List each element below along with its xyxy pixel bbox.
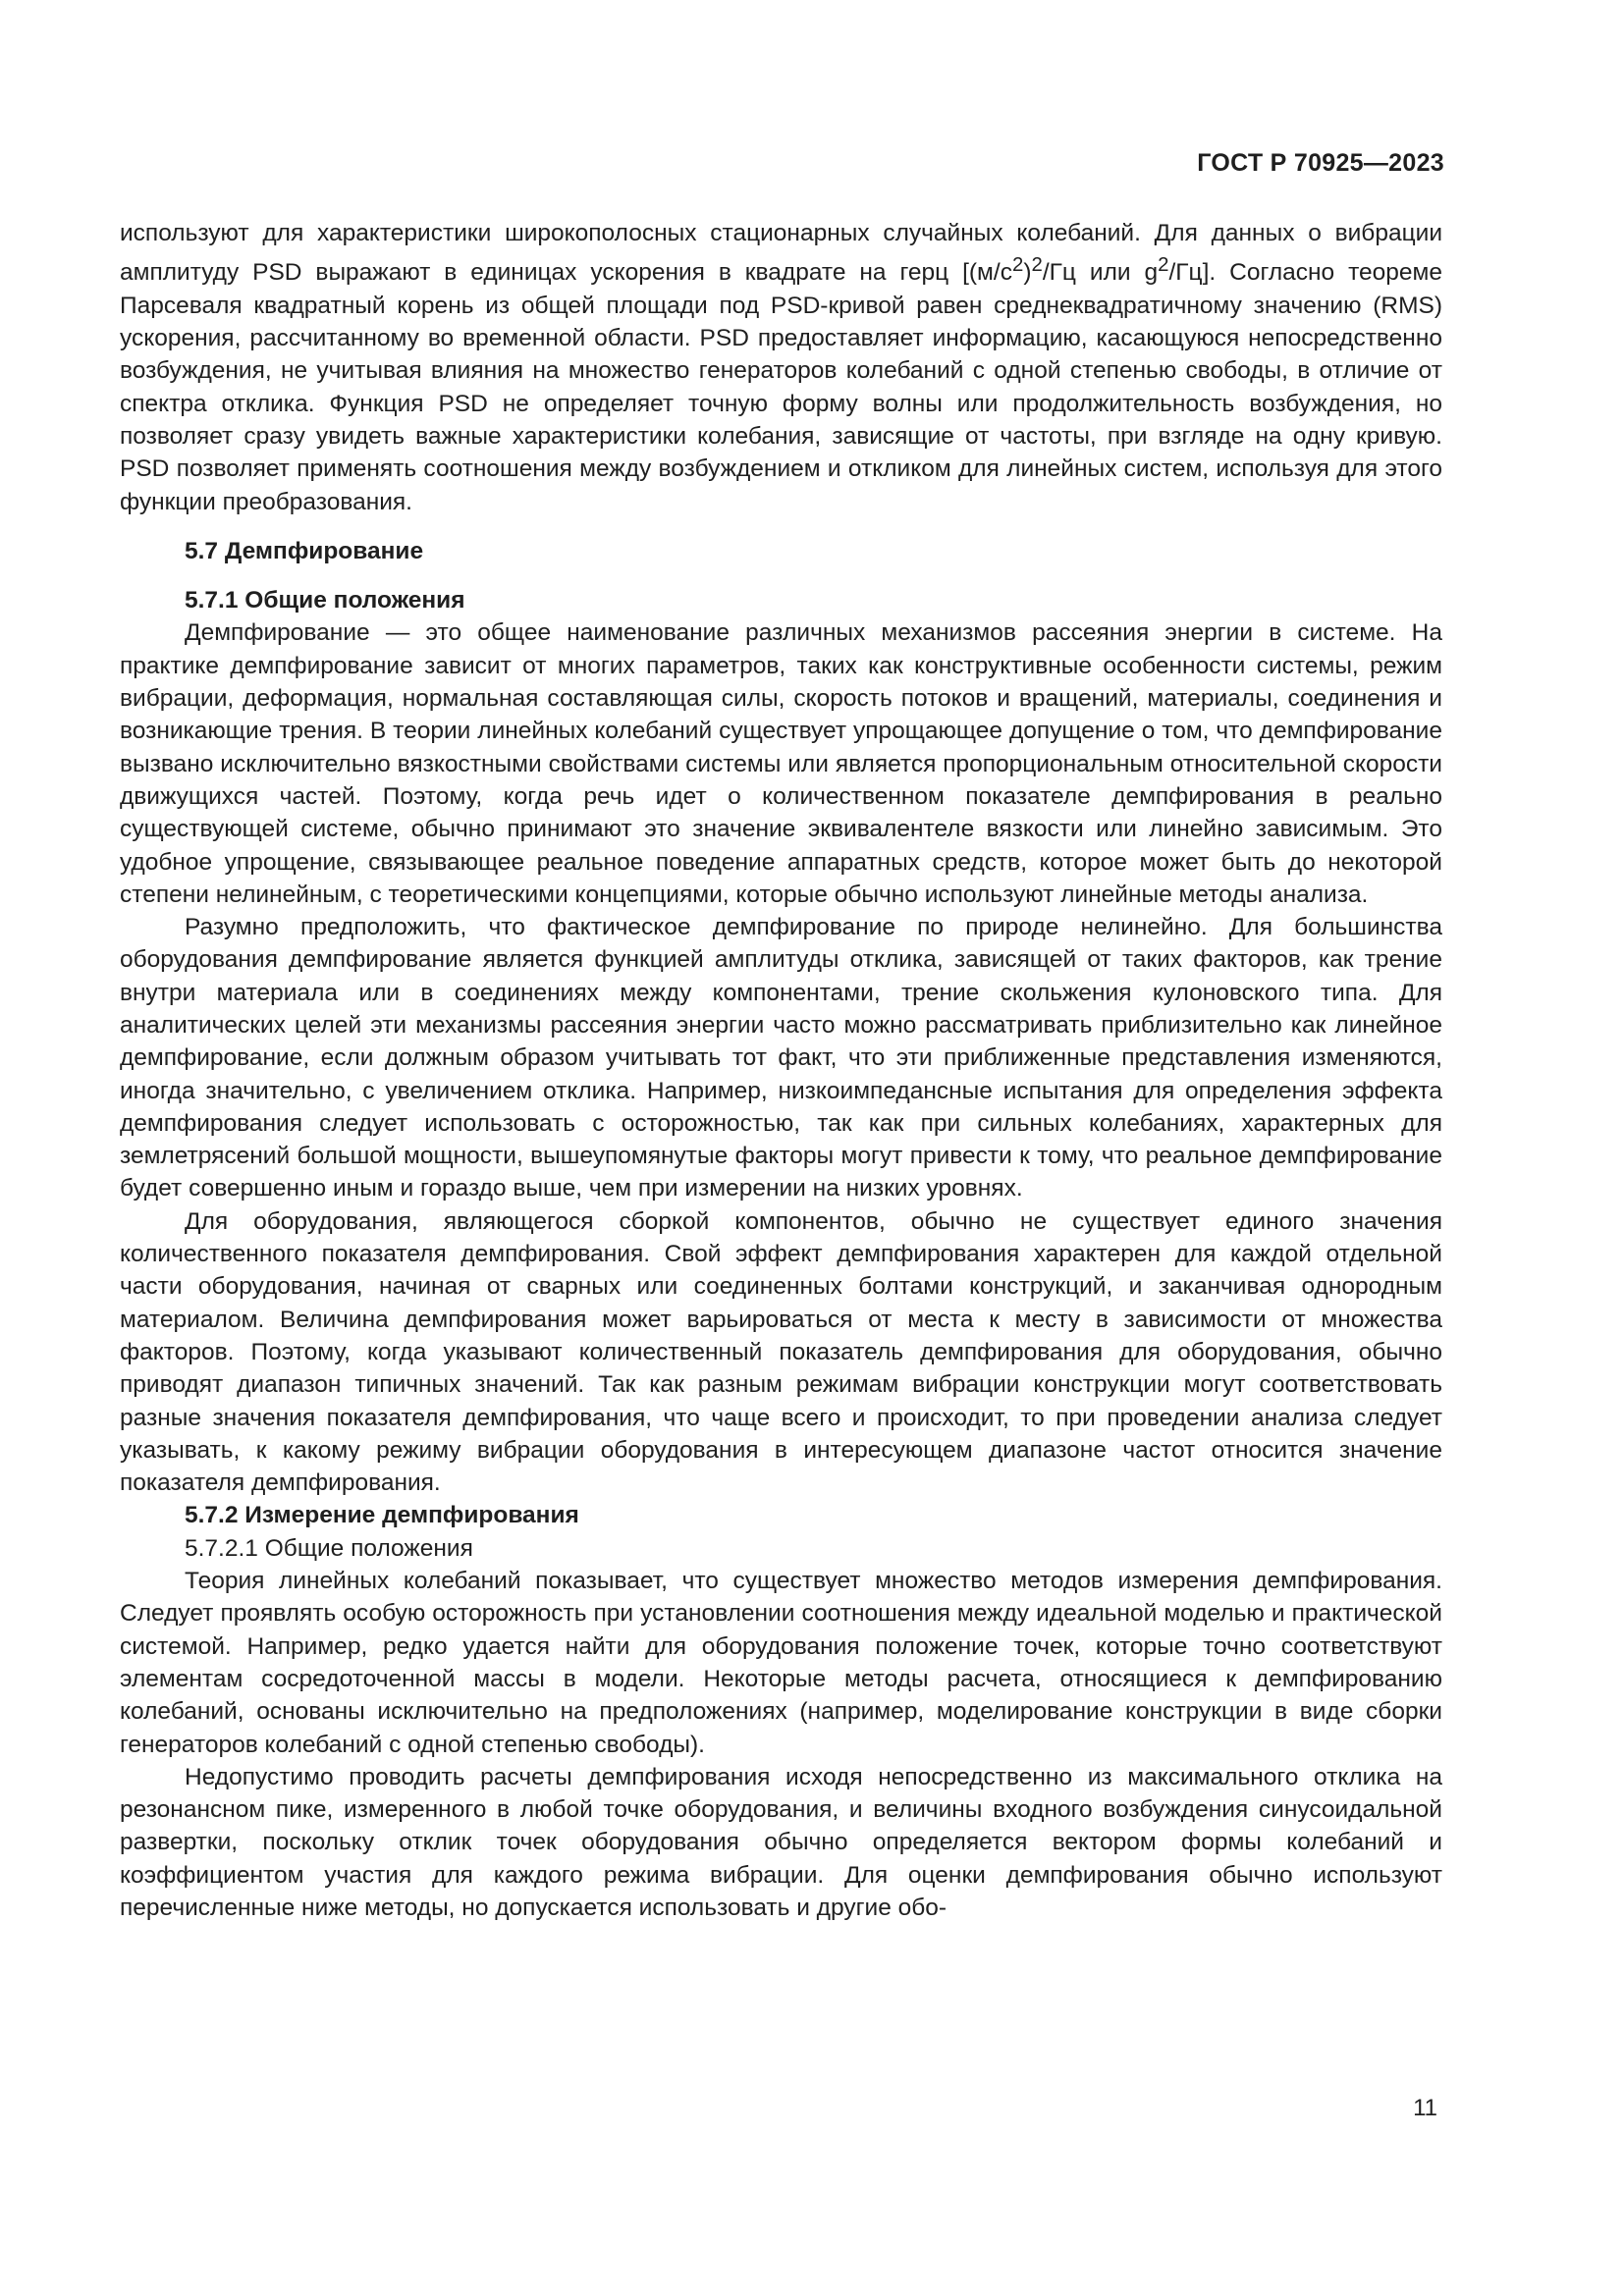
paragraph-5-7-1-a: Демпфирование — это общее наименование различных механизмов рассеяния энергии в системе. На практике демпфирование зависит от многих параметров, таких как конструктивные особенности системы, режим вибрации, деформация, нормальная составляющая силы, скорость потоков и вращений, материалы, соединения и возникающие трения. В теории линейных колебаний существует упрощающее допущение о том, что демпфирование вызвано исключительно вязкостными свойствами системы или является пропорциональным относительной скорости движущихся частей. Поэтому, когда речь идет о количественном показателе демпфирования в реально существующей системе, обычно принимают это значение эквивалентеле вязкости или линейно зависимым. Это удобное упрощение, связывающее реальное поведение аппаратных средств, которое может быть до некоторой степени нелинейным, с теоретическими концепциями, которые обычно используют линейные методы анализа. xyxy=(120,619,1442,908)
text-run: используют для характеристики широкополосных стационарных случайных колебаний. Для данных о вибрации амплитуду PSD выражают в единицах ускорения в квадрате на герц [(м/с xyxy=(120,220,1442,287)
text-run: /Гц]. Согласно теореме Парсеваля квадратный корень из общей площади под PSD-кривой равен среднеквадратичному значению (RMS) ускорения, рассчитанному во временной области. PSD предоставляет информацию, касающуюся непосредственно возбуждения, не учитывая влияния на множество генераторов колебаний с одной степенью свободы, в отличие от спектра отклика. Функция PSD не определяет точную форму волны или продолжительность возбуждения, но позволяет сразу увидеть важные характеристики колебания, зависящие от частоты, при взгляде на одну кривую. PSD позволяет применять соотношения между возбуждением и откликом для линейных систем, используя для этого функции преобразования. xyxy=(120,259,1443,515)
section-heading-5-7: 5.7 Демпфирование xyxy=(185,537,424,564)
section-heading-5-7-2: 5.7.2 Измерение демпфирования xyxy=(185,1502,579,1529)
superscript: 2 xyxy=(1011,254,1024,277)
page-number: 11 xyxy=(1413,2095,1437,2121)
document-body xyxy=(120,217,1442,1924)
superscript: 2 xyxy=(1158,254,1169,277)
paragraph-5-7-2-1-a: Теория линейных колебаний показывает, что существует множество методов измерения демпфирования. Следует проявлять особую осторожность при установлении соотношения между идеальной моделью и практической системой. Например, редко удается найти для оборудования положение точек, которые точно соответствуют элементам сосредоточенной массы в модели. Некоторые методы расчета, относящиеся к демпфированию колебаний, основаны исключительно на предположениях (например, моделирование конструкции в виде сборки генераторов колебаний с одной степенью свободы). xyxy=(120,1568,1442,1758)
paragraph-5-7-1-c: Для оборудования, являющегося сборкой компонентов, обычно не существует единого значения количественного показателя демпфирования. Свой эффект демпфирования характерен для каждой отдельной части оборудования, начиная от сварных или соединенных болтами конструкций, и заканчивая однородным материалом. Величина демпфирования может варьироваться от места к месту в зависимости от множества факторов. Поэтому, когда указывают количественный показатель демпфирования для оборудования, обычно приводят диапазон типичных значений. Так как разным режимам вибрации конструкции могут соответствовать разные значения показателя демпфирования, что чаще всего и происходит, то при проведении анализа следует указывать, к какому режиму вибрации оборудования в интересующем диапазоне частот относится значение показателя демпфирования. xyxy=(120,1207,1442,1497)
paragraph-5-7-2-1-b: Недопустимо проводить расчеты демпфирования исходя непосредственно из максимального отклика на резонансном пике, измеренного в любой точке оборудования, и величины входного возбуждения синусоидальной развертки, поскольку отклик точек оборудования обычно определяется вектором формы колебаний и коэффициентом участия для каждого режима вибрации. Для оценки демпфирования обычно используют перечисленные ниже методы, но допускается использовать и другие обо- xyxy=(120,1763,1442,1921)
superscript: 2 xyxy=(1031,254,1043,277)
section-heading-5-7-1: 5.7.1 Общие положения xyxy=(185,587,465,614)
text-run: ) xyxy=(1023,259,1032,287)
text-run: /Гц или g xyxy=(1042,259,1159,287)
paragraph-psd-continuation xyxy=(120,217,1442,518)
document-header: ГОСТ Р 70925—2023 xyxy=(1197,149,1444,177)
paragraph-5-7-1-b: Разумно предположить, что фактическое демпфирование по природе нелинейно. Для большинства оборудования демпфирование является функцией амплитуды отклика, зависящей от таких факторов, как трение внутри материала или в соединениях между компонентами, трение скольжения кулоновского типа. Для аналитических целей эти механизмы рассеяния энергии часто можно рассматривать приблизительно как линейное демпфирование, если должным образом учитывать тот факт, что эти приближенные представления изменяются, иногда значительно, с увеличением отклика. Например, низкоимпедансные испытания для определения эффекта демпфирования следует использовать с осторожностью, так как при сильных колебаниях, характерных для землетрясений большой мощности, вышеупомянутые факторы могут привести к тому, что реальное демпфирование будет совершенно иным и гораздо выше, чем при измерении на низких уровнях. xyxy=(120,914,1442,1202)
subsection-heading-5-7-2-1: 5.7.2.1 Общие положения xyxy=(185,1534,473,1562)
